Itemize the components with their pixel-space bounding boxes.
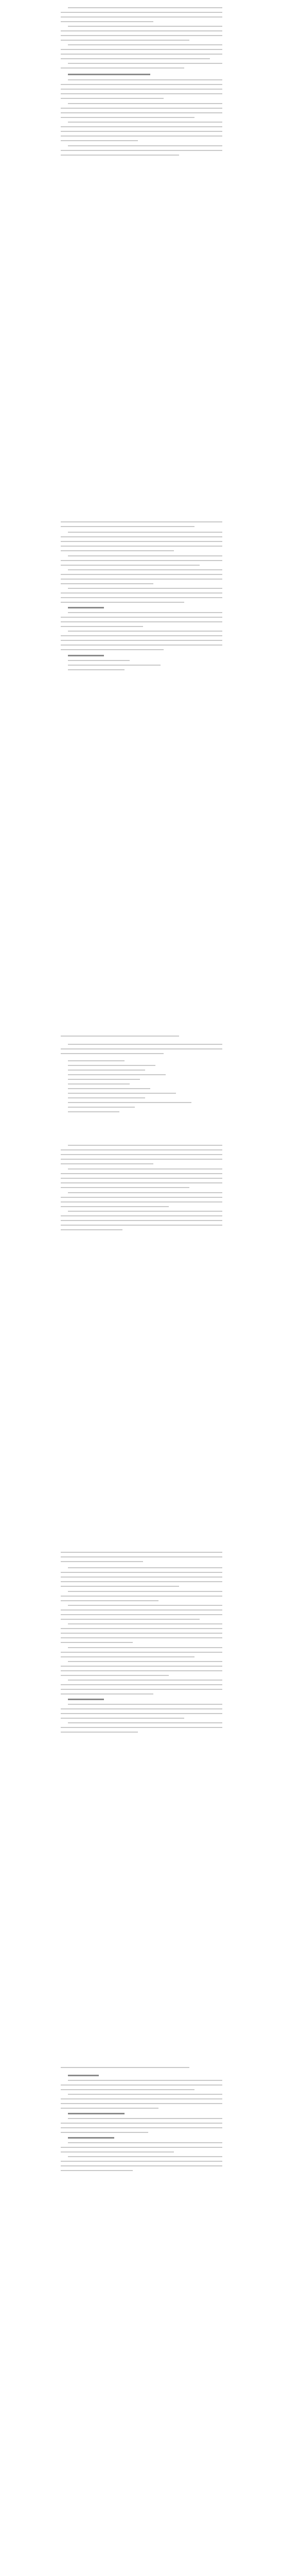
page-5 bbox=[0, 2061, 283, 2576]
page-1 bbox=[0, 0, 283, 515]
page-3 bbox=[0, 1030, 283, 1546]
page-4 bbox=[0, 1546, 283, 2061]
page-2 bbox=[0, 515, 283, 1030]
